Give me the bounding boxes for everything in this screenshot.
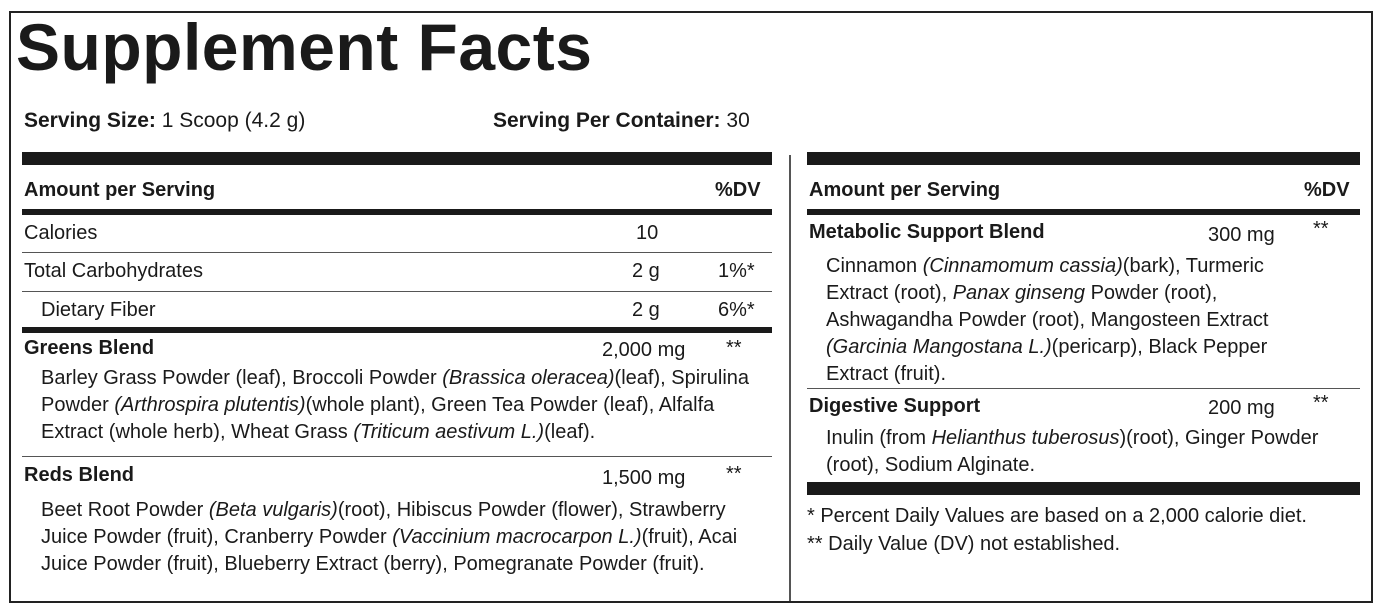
ingredient-text: (leaf), Spirulina Powder	[41, 367, 750, 416]
greens-blend-label: Greens Blend	[24, 337, 155, 359]
right-header-row	[807, 165, 1360, 206]
reds-blend-value: 1,500 mg	[602, 467, 686, 489]
ingredient-text: (whole plant), Green Tea Powder (leaf), Alfalfa Extract (whole herb), Wheat Grass	[41, 394, 715, 443]
servings-per-container	[493, 110, 750, 131]
amount-per-serving-heading: Amount per Serving	[809, 179, 1001, 201]
fiber-dv: 6%*	[718, 299, 755, 321]
ingredient-text: Inulin (from	[826, 427, 932, 449]
latin-name: (Cinnamomum cassia)	[922, 255, 1123, 277]
reds-blend-row	[22, 457, 772, 497]
ingredient-text: Beet Root Powder	[41, 499, 209, 521]
left-column	[22, 152, 772, 578]
ingredient-text: (root), Hibiscus Powder (flower), Strawberry Juice Powder (fruit), Cranberry Powder	[41, 499, 726, 548]
metabolic-blend-dv: **	[1313, 218, 1329, 240]
latin-name: (Brassica oleracea)	[442, 367, 615, 389]
latin-name: (Triticum aestivum L.)	[353, 421, 545, 443]
reds-blend-label: Reds Blend	[24, 464, 135, 486]
servings-per-container-label: Serving Per Container:	[493, 109, 721, 132]
column-divider	[789, 155, 791, 601]
calories-label: Calories	[24, 222, 98, 244]
dv-heading: %DV	[1304, 179, 1350, 201]
calories-value: 10	[636, 222, 659, 244]
metabolic-blend-row	[807, 215, 1360, 253]
ingredient-text: )(root), Ginger Powder (root), Sodium Alginate.	[826, 427, 1319, 476]
reds-blend-ingredients	[22, 497, 766, 578]
fiber-value: 2 g	[632, 299, 660, 321]
right-column	[807, 152, 1360, 558]
ingredient-text: (pericarp), Black Pepper Extract (fruit).	[826, 336, 1268, 385]
ingredient-text: (bark), Turmeric Extract (root),	[826, 255, 1264, 304]
latin-name: (Garcinia Mangostana L.)	[826, 336, 1052, 358]
thick-rule	[807, 482, 1360, 495]
metabolic-blend-ingredients	[807, 253, 1316, 388]
greens-blend-value: 2,000 mg	[602, 339, 686, 361]
latin-name: Helianthus tuberosus	[931, 427, 1120, 449]
ingredient-text: Barley Grass Powder (leaf), Broccoli Powder	[41, 367, 443, 389]
ingredient-text: (fruit), Acai Juice Powder (fruit), Blueberry Extract (berry), Pomegranate Powder (fruit).	[41, 526, 738, 575]
page-title: Supplement Facts	[16, 10, 593, 84]
servings-per-container-value: 30	[720, 109, 750, 132]
amount-per-serving-heading: Amount per Serving	[24, 179, 216, 201]
digestive-support-label: Digestive Support	[809, 395, 981, 417]
digestive-support-value: 200 mg	[1208, 397, 1275, 419]
serving-size	[24, 110, 305, 131]
greens-blend-ingredients	[22, 365, 766, 456]
fiber-label: Dietary Fiber	[41, 299, 156, 321]
latin-name: (Beta vulgaris)	[208, 499, 338, 521]
reds-blend-dv: **	[726, 463, 742, 485]
ingredient-text: Cinnamon	[826, 255, 923, 277]
left-header-row	[22, 165, 772, 206]
metabolic-blend-label: Metabolic Support Blend	[809, 221, 1045, 243]
greens-blend-row	[22, 333, 772, 365]
latin-name: (Vaccinium macrocarpon L.)	[392, 526, 642, 548]
footnote-percent-dv: * Percent Daily Values are based on a 2,000 calorie diet.	[807, 505, 1307, 527]
digestive-support-row	[807, 389, 1360, 425]
carbs-label: Total Carbohydrates	[24, 260, 203, 282]
serving-size-value: 1 Scoop (4.2 g)	[155, 109, 306, 132]
digestive-support-dv: **	[1313, 392, 1329, 414]
ingredient-text: (leaf).	[544, 421, 596, 443]
footnote-dv-not-established: ** Daily Value (DV) not established.	[807, 533, 1121, 555]
thick-rule	[807, 152, 1360, 165]
fiber-row	[22, 292, 772, 327]
latin-name: Panax ginseng	[952, 282, 1086, 304]
carbs-row	[22, 253, 772, 291]
calories-row	[22, 215, 772, 252]
carbs-value: 2 g	[632, 260, 660, 282]
greens-blend-dv: **	[726, 337, 742, 359]
serving-size-label: Serving Size:	[24, 109, 156, 132]
dv-heading: %DV	[715, 179, 761, 201]
metabolic-blend-value: 300 mg	[1208, 224, 1275, 246]
latin-name: (Arthrospira plutentis)	[114, 394, 306, 416]
digestive-support-ingredients	[807, 425, 1326, 479]
ingredient-text: Powder (root), Ashwagandha Powder (root), Mangosteen Extract	[826, 282, 1269, 331]
thick-rule	[22, 152, 772, 165]
carbs-dv: 1%*	[718, 260, 755, 282]
